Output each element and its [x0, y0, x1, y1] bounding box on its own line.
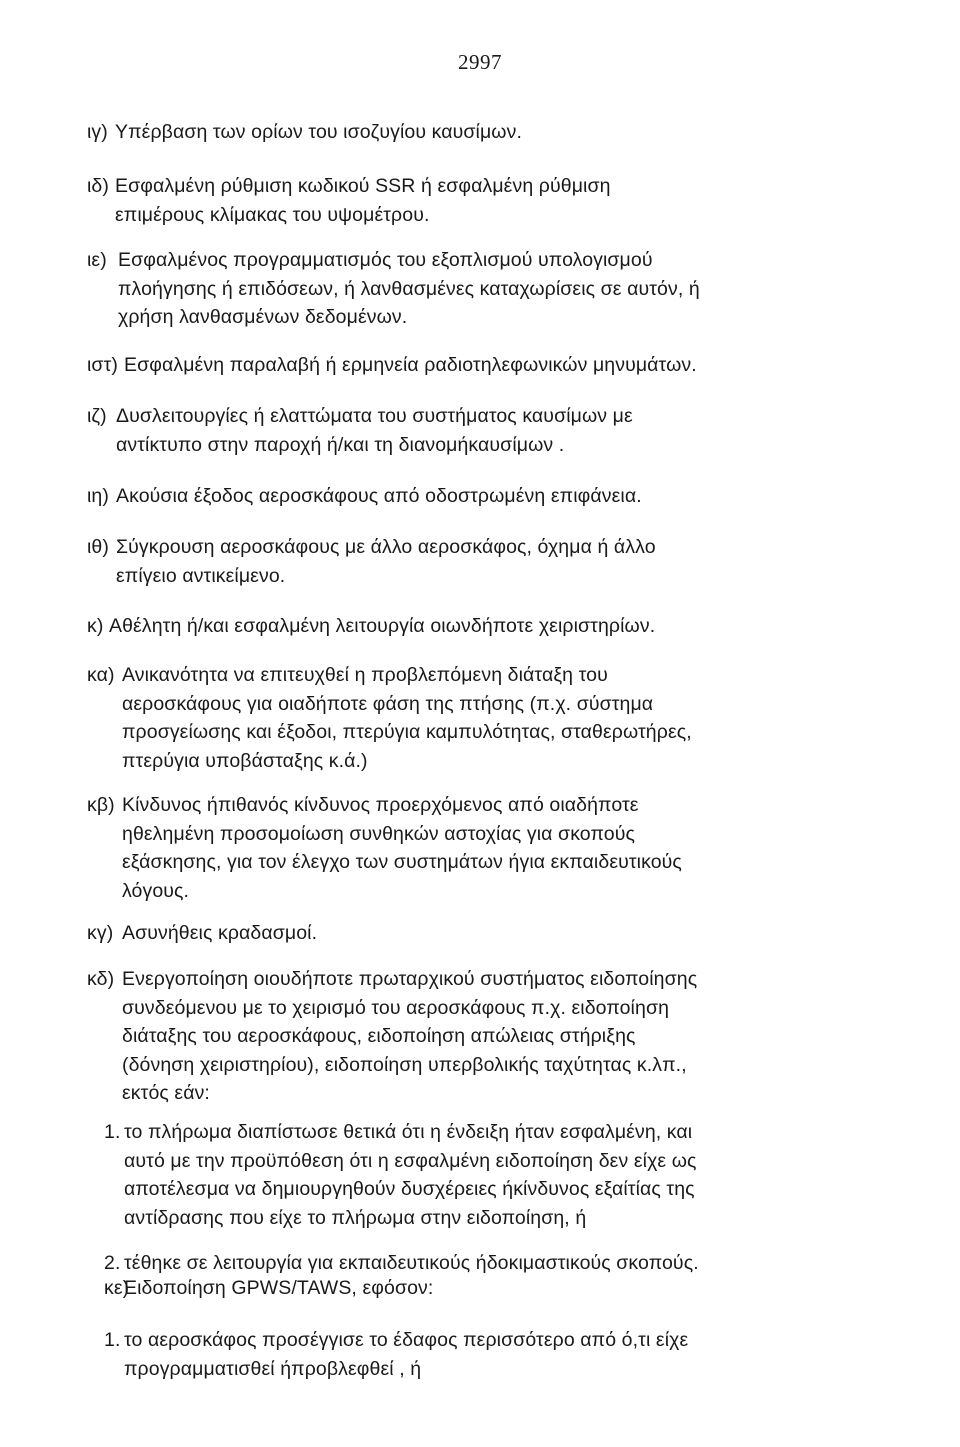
item-text-line: αποτέλεσμα να δημιουργηθούν δυσχέρειες ήκίνδυνος εξαίτίας της: [124, 1178, 695, 1200]
item-text-line: Εσφαλμένη ρύθμιση κωδικού SSR ή εσφαλμένη ρύθμιση: [115, 175, 611, 197]
item-text: [116, 482, 642, 511]
item-marker: ιη): [87, 485, 109, 507]
item-marker: κ): [87, 615, 104, 637]
item-text: [116, 402, 633, 459]
item-text-line: το πλήρωμα διαπίστωσε θετικά ότι η ένδειξη ήταν εσφαλμένη, και: [124, 1121, 693, 1143]
item-marker: ιστ): [87, 354, 118, 376]
item-marker: ιζ): [87, 405, 107, 427]
item-text: [122, 965, 697, 1108]
item-marker: ιγ): [87, 121, 108, 143]
item-marker: κα): [87, 664, 115, 686]
item-text: [124, 351, 697, 380]
item-text-line: Ακούσια έξοδος αεροσκάφους από οδοστρωμένη επιφάνεια.: [116, 485, 642, 507]
item-text-line: Σύγκρουση αεροσκάφους με άλλο αεροσκάφος, όχημα ή άλλο: [116, 536, 656, 558]
item-text-line: Ειδοποίηση GPWS/TAWS, εφόσον:: [124, 1277, 434, 1299]
item-marker: κδ): [87, 968, 115, 990]
item-text-line: διάταξης του αεροσκάφους, ειδοποίηση απώλειας στήριξης: [122, 1025, 636, 1047]
item-text-line: (δόνηση χειριστηρίου), ειδοποίηση υπερβολικής ταχύτητας κ.λπ.,: [122, 1053, 687, 1076]
item-text-line: τέθηκε σε λειτουργία για εκπαιδευτικούς ήδοκιμαστικούς σκοπούς.: [124, 1252, 699, 1274]
item-text: [122, 791, 682, 905]
item-text: [118, 246, 700, 332]
item-text-line: αεροσκάφους για οιαδήποτε φάση της πτήσης (π.χ. σύστημα: [122, 692, 654, 715]
item-text-line: λόγους.: [122, 879, 190, 902]
item-text: [122, 661, 692, 775]
item-text-line: προσγείωσης και έξοδοι, πτερύγια καμπυλότητας, σταθερωτήρες,: [122, 721, 692, 743]
item-text: [124, 1326, 688, 1383]
item-text-line: αντίδρασης που είχε το πλήρωμα στην ειδοποίηση, ή: [124, 1206, 587, 1229]
item-marker: 1.: [104, 1121, 121, 1143]
item-text: [115, 118, 522, 147]
item-text-line: πλοήγησης ή επιδόσεων, ή λανθασμένες καταχωρίσεις σε αυτόν, ή: [118, 277, 700, 300]
item-text: [116, 533, 656, 590]
item-text-line: επίγειο αντικείμενο.: [116, 564, 286, 587]
item-marker: 1.: [104, 1329, 121, 1351]
item-text-line: ηθελημένη προσομοίωση συνθηκών αστοχίας για σκοπούς: [122, 822, 635, 845]
item-text-line: Δυσλειτουργίες ή ελαττώματα του συστήματος καυσίμων με: [116, 405, 633, 427]
item-marker: κβ): [87, 794, 115, 816]
item-text-line: Ασυνήθεις κραδασμοί.: [122, 922, 318, 944]
item-text-line: εξάσκησης, για τον έλεγχο των συστημάτων ήγια εκπαιδευτικούς: [122, 851, 682, 873]
page-number: 2997: [458, 50, 502, 74]
item-text-line: Ανικανότητα να επιτευχθεί η προβλεπόμενη διάταξη του: [122, 664, 608, 686]
item-text: [124, 1274, 433, 1303]
item-marker: ιε): [87, 249, 107, 271]
item-text-line: πτερύγια υποβάσταξης κ.ά.): [122, 749, 368, 772]
item-text: [124, 1118, 697, 1232]
item-text: [109, 612, 655, 641]
item-text-line: επιμέρους κλίμακας του υψομέτρου.: [115, 203, 430, 226]
item-text-line: Υπέρβαση των ορίων του ισοζυγίου καυσίμων.: [115, 121, 522, 143]
item-text-line: εκτός εάν:: [122, 1082, 210, 1104]
item-text-line: Εσφαλμένος προγραμματισμός του εξοπλισμού υπολογισμού: [118, 249, 653, 271]
item-text-line: αυτό με την προϋπόθεση ότι η εσφαλμένη ειδοποίηση δεν είχε ως: [124, 1149, 697, 1172]
item-text-line: προγραμματισθεί ήπροβλεφθεί , ή: [124, 1357, 422, 1380]
item-marker: κγ): [87, 922, 114, 944]
item-marker: ιδ): [87, 175, 109, 197]
item-text-line: Εσφαλμένη παραλαβή ή ερμηνεία ραδιοτηλεφωνικών μηνυμάτων.: [124, 354, 697, 376]
item-text-line: Κίνδυνος ήπιθανός κίνδυνος προερχόμενος από οιαδήποτε: [122, 794, 639, 816]
item-text: [115, 172, 611, 229]
item-marker: κε): [104, 1277, 130, 1299]
item-marker: ιθ): [87, 536, 109, 558]
item-text: [122, 919, 317, 948]
item-text-line: αντίκτυπο στην παροχή ή/και τη διανομήκαυσίμων .: [116, 433, 565, 456]
item-text-line: Αθέλητη ή/και εσφαλμένη λειτουργία οιωνδήποτε χειριστηρίων.: [109, 615, 656, 637]
item-text-line: Ενεργοποίηση οιουδήποτε πρωταρχικού συστήματος ειδοποίησης: [122, 968, 698, 990]
item-text-line: το αεροσκάφος προσέγγισε το έδαφος περισσότερο από ό,τι είχε: [124, 1329, 689, 1351]
item-text-line: συνδεόμενου με το χειρισμό του αεροσκάφους π.χ. ειδοποίηση: [122, 996, 670, 1019]
item-text-line: χρήση λανθασμένων δεδομένων.: [118, 306, 408, 328]
item-marker: 2.: [104, 1252, 121, 1274]
